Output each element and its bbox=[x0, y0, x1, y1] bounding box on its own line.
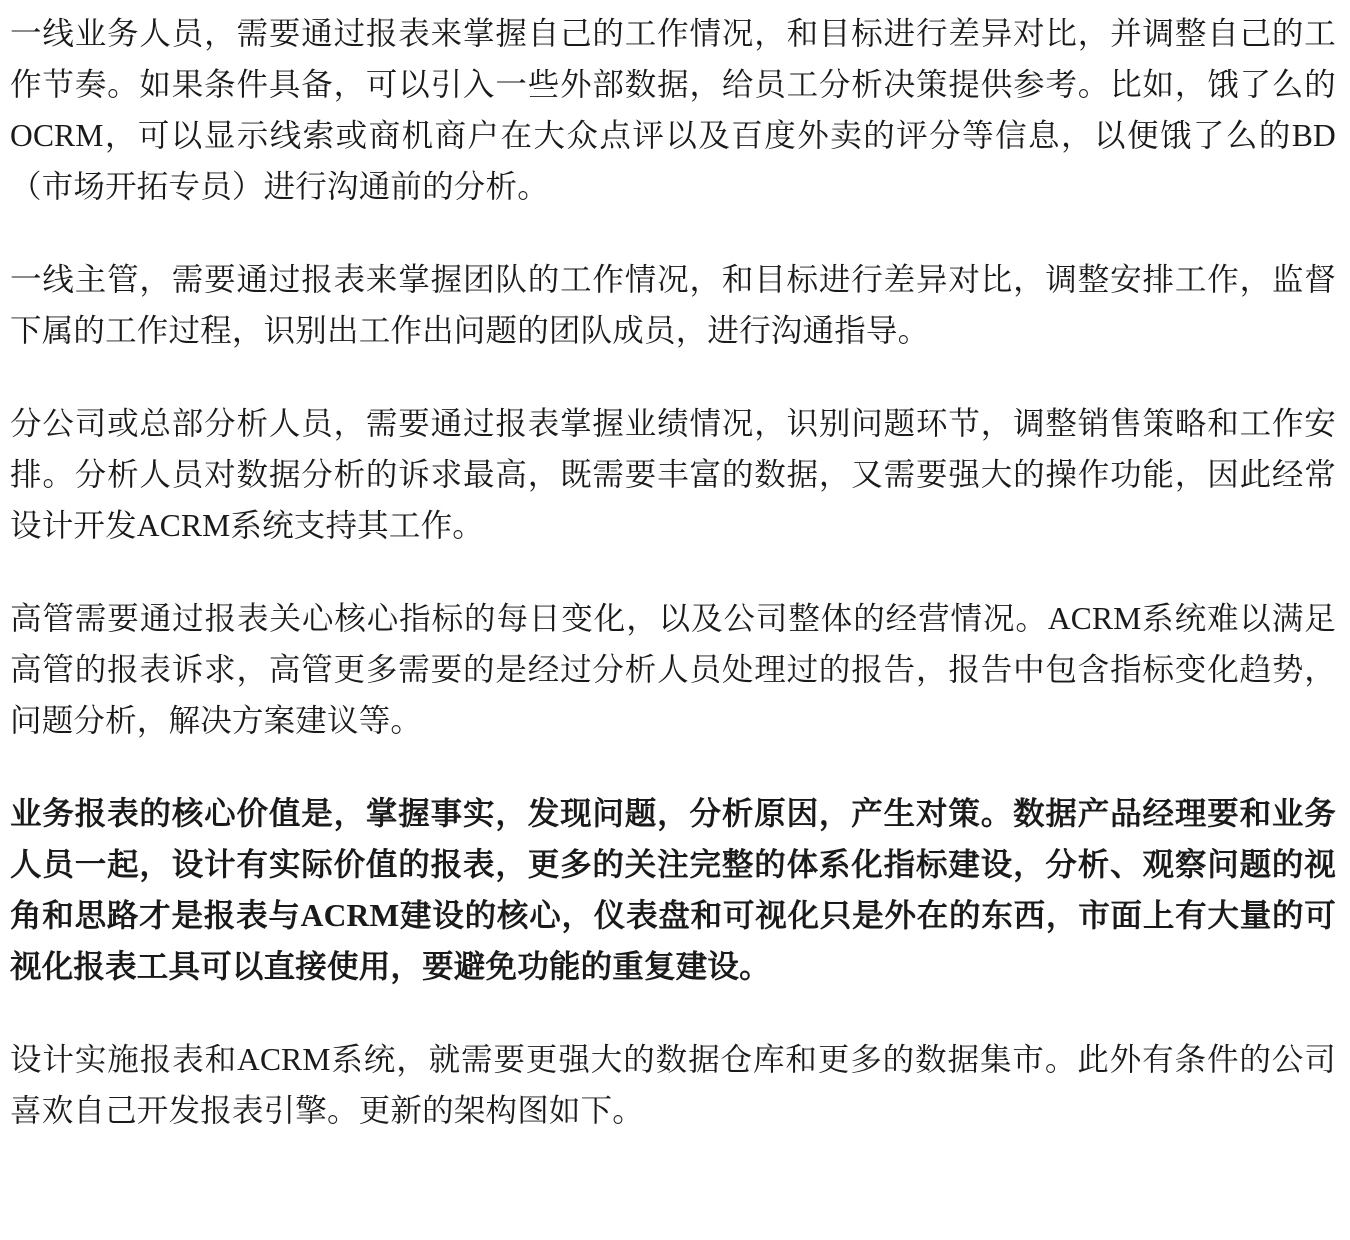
top-spacer bbox=[10, 0, 1336, 8]
paragraph-branch-hq-analyst: 分公司或总部分析人员，需要通过报表掌握业绩情况，识别问题环节，调整销售策略和工作安排。分析人员对数据分析的诉求最高，既需要丰富的数据，又需要强大的操作功能，因此经常设计开发ACRM系统支持其工作。 bbox=[10, 406, 1336, 544]
paragraph-core-value: 业务报表的核心价值是，掌握事实，发现问题，分析原因，产生对策。数据产品经理要和业务人员一起，设计有实际价值的报表，更多的关注完整的体系化指标建设，分析、观察问题的视角和思路才是报表与ACRM建设的核心，仪表盘和可视化只是外在的东西，市面上有大量的可视化报表工具可以直接使用，要避免功能的重复建设。 bbox=[10, 796, 1336, 985]
paragraph-implementation: 设计实施报表和ACRM系统，就需要更强大的数据仓库和更多的数据集市。此外有条件的公司喜欢自己开发报表引擎。更新的架构图如下。 bbox=[10, 1042, 1336, 1129]
paragraph-frontline-manager: 一线主管，需要通过报表来掌握团队的工作情况，和目标进行差异对比，调整安排工作，监督下属的工作过程，识别出工作出问题的团队成员，进行沟通指导。 bbox=[10, 262, 1336, 349]
paragraph-executives: 高管需要通过报表关心核心指标的每日变化，以及公司整体的经营情况。ACRM系统难以满足高管的报表诉求，高管更多需要的是经过分析人员处理过的报告，报告中包含指标变化趋势，问题分析，解决方案建议等。 bbox=[10, 601, 1336, 739]
paragraph-frontline-staff: 一线业务人员，需要通过报表来掌握自己的工作情况，和目标进行差异对比，并调整自己的工作节奏。如果条件具备，可以引入一些外部数据，给员工分析决策提供参考。比如，饿了么的OCRM，可以显示线索或商机商户在大众点评以及百度外卖的评分等信息，以便饿了么的BD（市场开拓专员）进行沟通前的分析。 bbox=[10, 16, 1336, 205]
